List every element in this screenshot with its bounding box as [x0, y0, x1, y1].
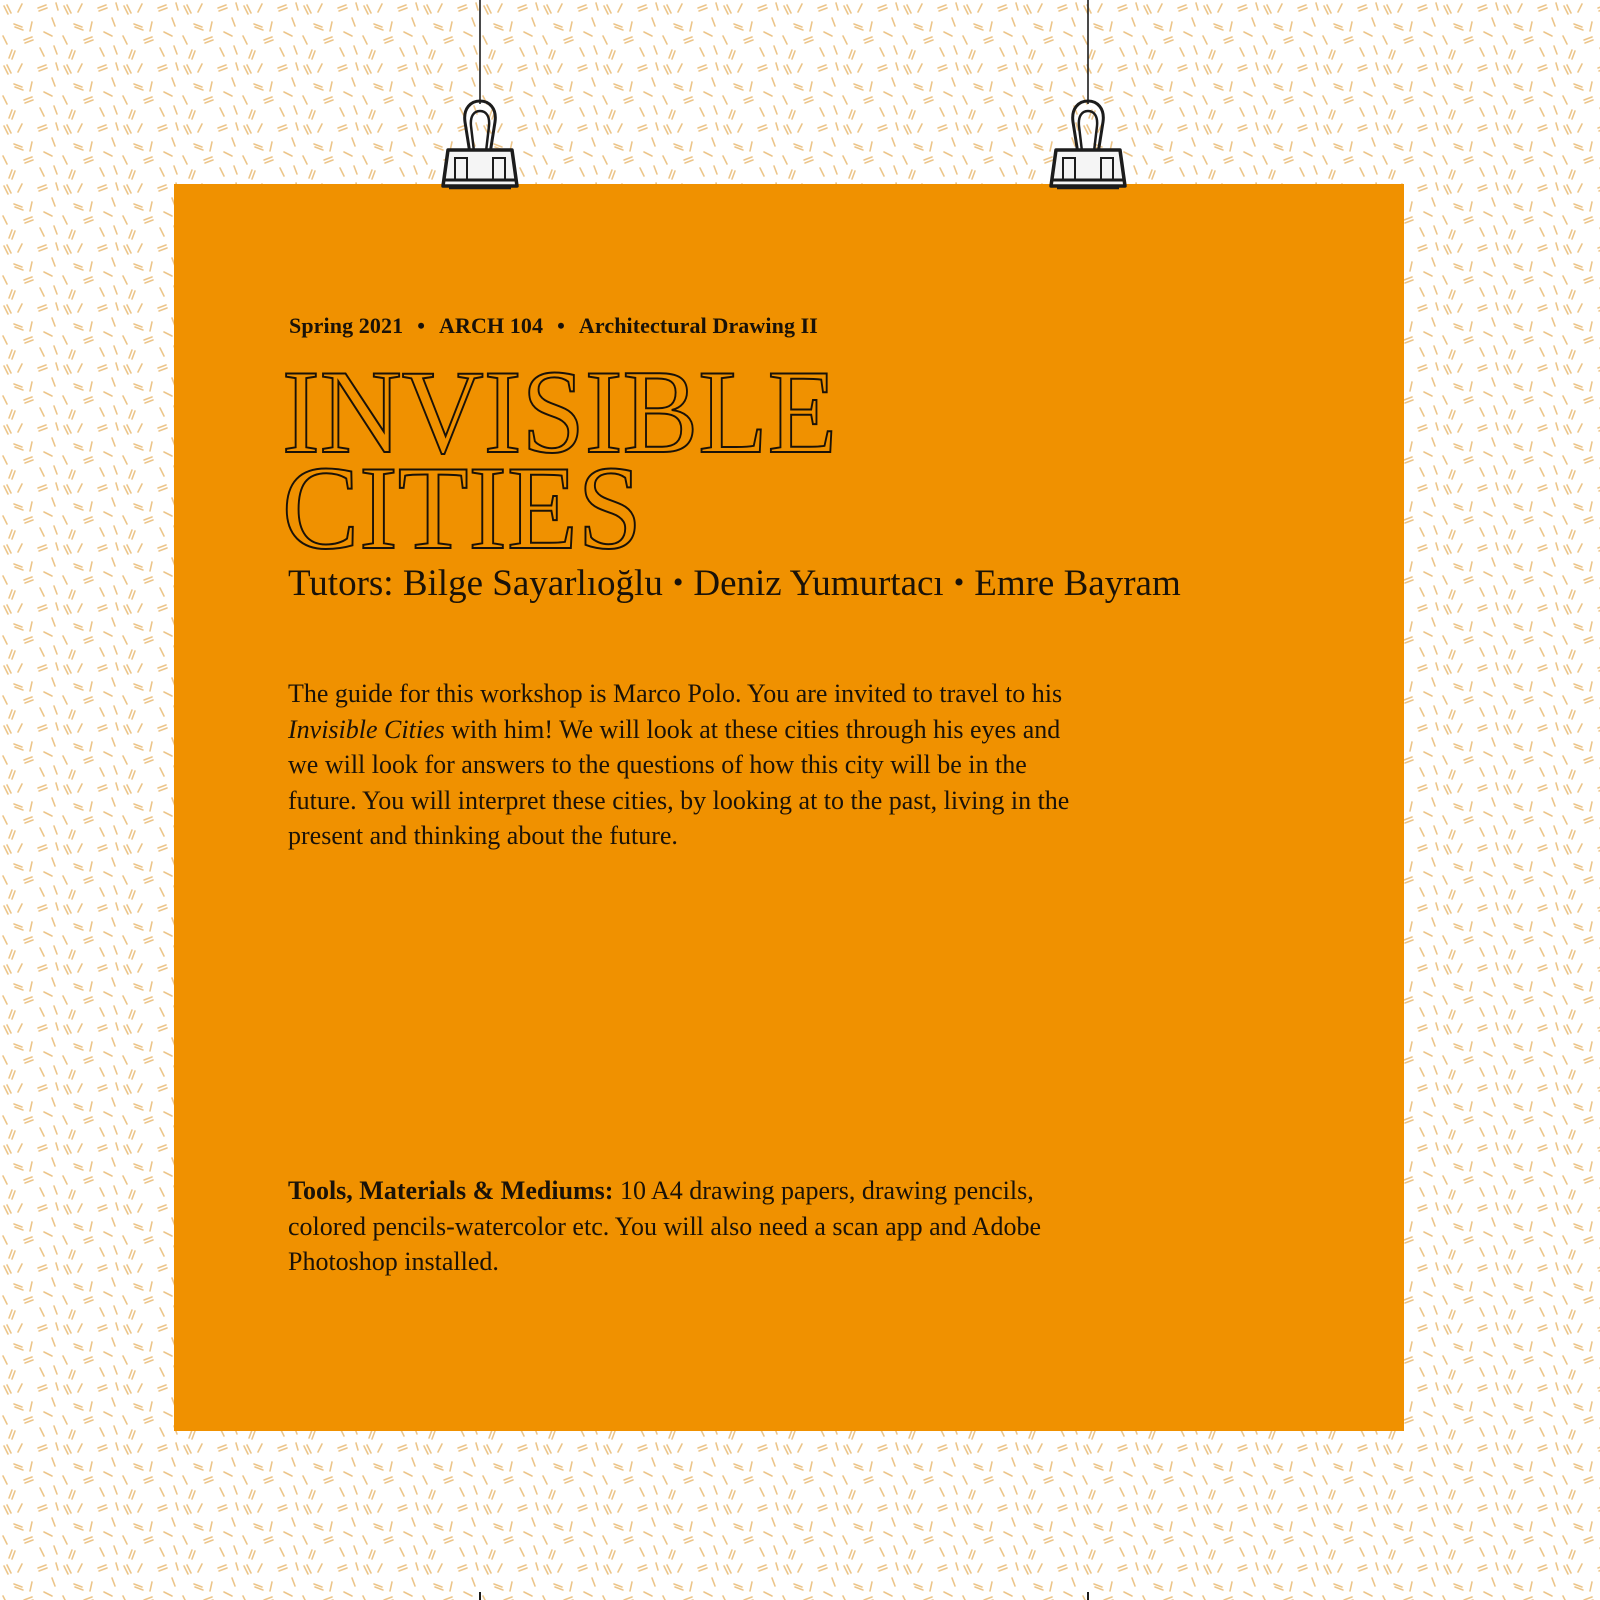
intro-text: The guide for this workshop is Marco Polo. You are invited to travel to his	[288, 679, 1063, 708]
binder-clip-icon	[1043, 0, 1133, 192]
tutors-prefix: Tutors:	[288, 563, 394, 604]
tutor-name: Deniz Yumurtacı	[693, 563, 944, 604]
tools-paragraph	[288, 1173, 1088, 1280]
tutor-name: Emre Bayram	[974, 563, 1181, 604]
term-label: Spring 2021	[289, 313, 404, 338]
tools-text: 10 A4 drawing papers, drawing pencils, colored pencils-watercolor etc. You will also need a scan app and Adobe Photoshop installed.	[288, 1176, 1042, 1277]
hanging-wire	[1087, 1592, 1089, 1600]
poster-title	[282, 342, 1182, 557]
course-name: Architectural Drawing II	[578, 313, 818, 338]
separator-dot: •	[953, 566, 965, 599]
tools-label: Tools, Materials & Mediums:	[288, 1176, 614, 1205]
separator-dot: •	[417, 313, 425, 338]
intro-italic-title: Invisible Cities	[288, 714, 445, 744]
course-code: ARCH 104	[439, 313, 544, 338]
tutors-line	[288, 562, 1181, 605]
course-meta	[289, 313, 818, 339]
intro-text: with him! We will look at these cities through his eyes and we will look for answers to the questions of how this city will be in the future. You will interpret these cities, by looking at to the past, living in the present and thinking about the future.	[288, 714, 1070, 851]
separator-dot: •	[672, 566, 684, 599]
intro-paragraph	[288, 676, 1088, 854]
title-line-1: INVISIBLE	[282, 345, 837, 478]
tutor-name: Bilge Sayarlıoğlu	[402, 563, 663, 604]
binder-clip-icon	[435, 0, 525, 192]
separator-dot: •	[557, 313, 565, 338]
title-line-2: CITIES	[282, 441, 642, 557]
hanging-wire	[479, 1592, 481, 1600]
